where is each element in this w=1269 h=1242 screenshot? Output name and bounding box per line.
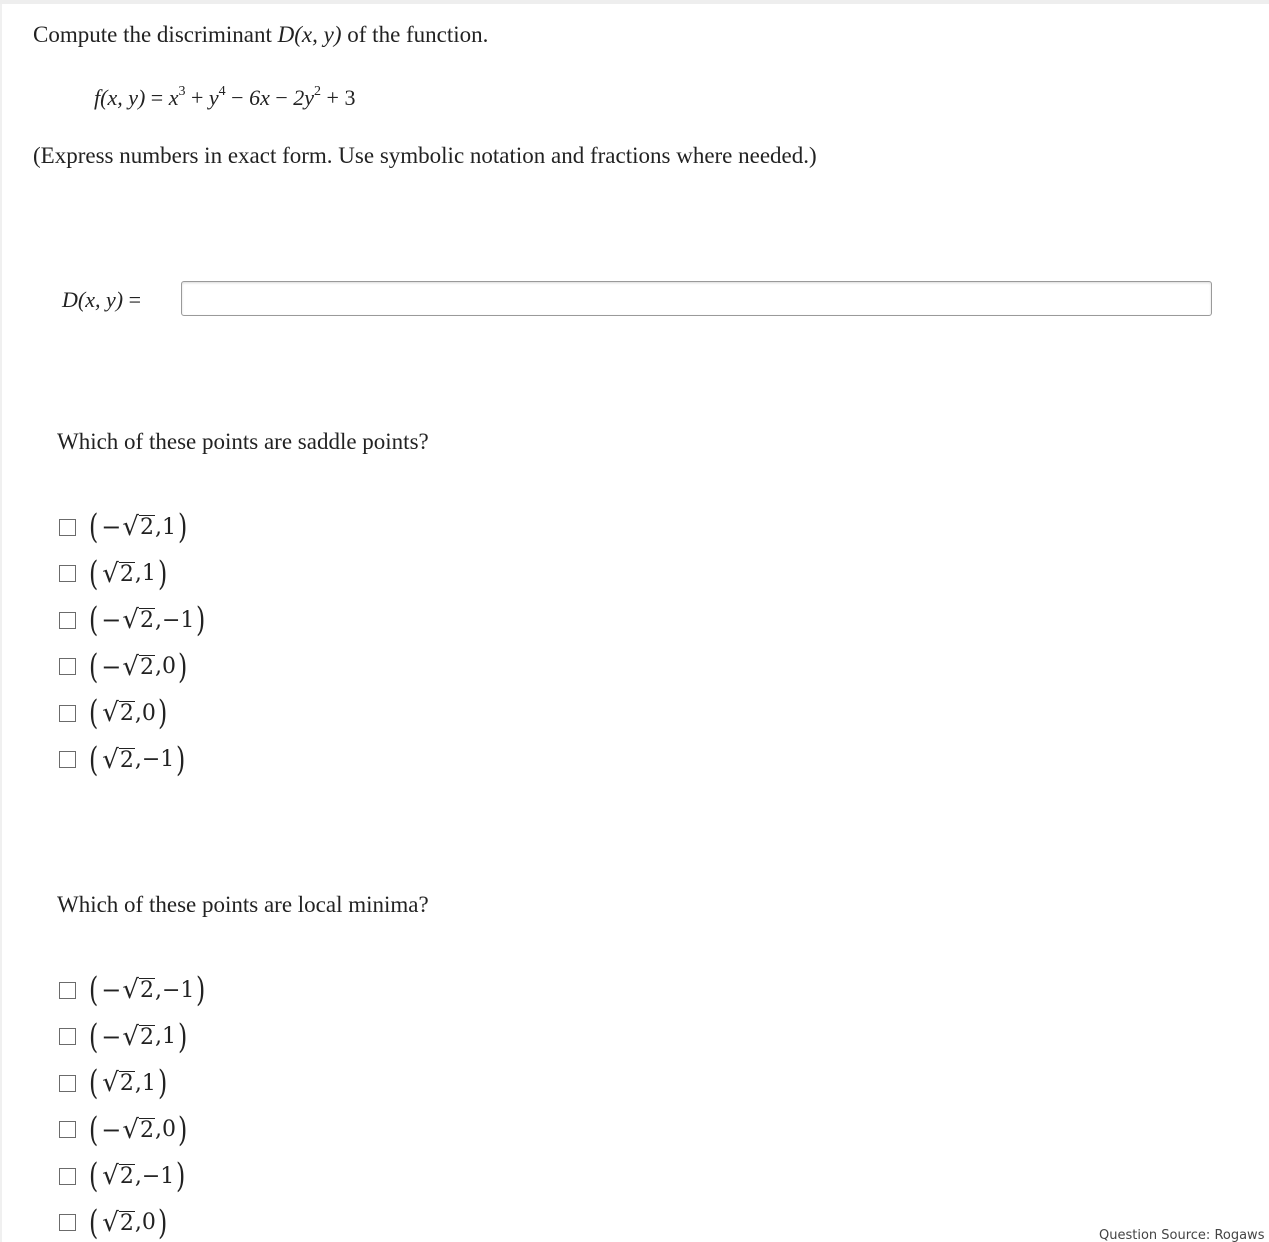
minima-option[interactable]	[59, 1153, 208, 1200]
separator: ,	[134, 1210, 142, 1236]
sqrt	[102, 1207, 135, 1238]
sqrt	[122, 1114, 155, 1145]
saddle-option[interactable]	[59, 551, 208, 598]
point-label	[87, 646, 189, 687]
checkbox[interactable]	[59, 565, 76, 582]
close-paren: )	[157, 1063, 168, 1104]
point-label	[87, 600, 208, 641]
checkbox[interactable]	[59, 1168, 76, 1185]
separator: ,	[134, 1163, 142, 1189]
y-value: 1	[141, 561, 156, 587]
radical-sign: √	[122, 1114, 139, 1145]
function-definition	[94, 82, 355, 114]
open-paren: (	[88, 507, 99, 548]
y-value: 0	[141, 700, 156, 726]
sqrt	[122, 1021, 155, 1052]
open-paren: (	[88, 600, 99, 641]
radicand: 2	[119, 1164, 134, 1190]
sqrt	[122, 975, 155, 1006]
radical-sign: √	[102, 1207, 119, 1238]
y-value: −1	[161, 607, 195, 633]
y-value: 1	[161, 1024, 176, 1050]
y-value: 1	[141, 1070, 156, 1096]
term-x: x	[168, 85, 179, 110]
sqrt	[102, 1068, 135, 1099]
separator: ,	[154, 607, 162, 633]
checkbox[interactable]	[59, 612, 76, 629]
radicand: 2	[119, 561, 134, 587]
x-sign: −	[101, 1022, 122, 1051]
minima-question: Which of these points are local minima?	[57, 892, 429, 917]
plus-sign-2: +	[326, 85, 339, 110]
separator: ,	[134, 1070, 142, 1096]
radical-sign: √	[102, 1161, 119, 1192]
sqrt	[102, 744, 135, 775]
equals-sign: =	[150, 85, 164, 110]
close-paren: )	[157, 1202, 168, 1242]
checkbox[interactable]	[59, 705, 76, 722]
instructions-note: (Express numbers in exact form. Use symbolic notation and fractions where needed.)	[33, 143, 817, 168]
saddle-option[interactable]	[59, 690, 208, 737]
x-sign: −	[101, 976, 122, 1005]
radicand: 2	[139, 608, 154, 634]
problem-statement	[33, 20, 488, 50]
point-label	[87, 1156, 188, 1197]
close-paren: )	[177, 1016, 188, 1057]
left-border	[0, 4, 2, 1242]
y-value: 0	[161, 654, 176, 680]
point-label	[87, 553, 169, 594]
separator: ,	[154, 1024, 162, 1050]
checkbox[interactable]	[59, 519, 76, 536]
sqrt	[122, 605, 155, 636]
separator: ,	[134, 561, 142, 587]
exp-2: 2	[314, 84, 322, 99]
radical-sign: √	[122, 605, 139, 636]
separator: ,	[154, 1117, 162, 1143]
checkbox[interactable]	[59, 658, 76, 675]
separator: ,	[154, 654, 162, 680]
minus-sign: −	[231, 85, 244, 110]
answer-label-symbol: D(x, y)	[62, 287, 124, 312]
close-paren: )	[177, 507, 188, 548]
radicand: 2	[119, 747, 134, 773]
intro-text-end: of the function.	[347, 22, 489, 47]
radicand: 2	[139, 515, 154, 541]
saddle-option[interactable]	[59, 597, 208, 644]
point-label	[87, 1202, 169, 1242]
open-paren: (	[88, 1063, 99, 1104]
term-2y: 2y	[293, 85, 315, 110]
point-label	[87, 1109, 189, 1150]
sqrt	[122, 512, 155, 543]
sqrt	[102, 558, 135, 589]
checkbox[interactable]	[59, 1075, 76, 1092]
separator: ,	[134, 747, 142, 773]
point-label	[87, 1063, 169, 1104]
radical-sign: √	[122, 1021, 139, 1052]
saddle-option[interactable]	[59, 504, 208, 551]
plus-sign: +	[190, 85, 204, 110]
minima-option[interactable]	[59, 1107, 208, 1154]
y-value: 0	[161, 1117, 176, 1143]
separator: ,	[154, 514, 162, 540]
minima-option[interactable]	[59, 1060, 208, 1107]
exp-3: 3	[178, 84, 186, 99]
close-paren: )	[176, 1156, 186, 1197]
radicand: 2	[139, 1117, 154, 1143]
open-paren: (	[88, 1202, 99, 1242]
close-paren: )	[196, 970, 206, 1011]
radicand: 2	[139, 654, 154, 680]
open-paren: (	[88, 1156, 99, 1197]
saddle-option[interactable]	[59, 737, 208, 784]
point-label	[87, 970, 208, 1011]
radicand: 2	[119, 1210, 134, 1236]
y-value: −1	[161, 977, 195, 1003]
separator: ,	[134, 700, 142, 726]
open-paren: (	[88, 1109, 99, 1150]
saddle-option[interactable]	[59, 644, 208, 691]
x-sign: −	[101, 652, 122, 681]
x-sign: −	[101, 606, 122, 635]
radical-sign: √	[102, 558, 119, 589]
term-y: y	[208, 85, 219, 110]
function-lhs: f(x, y)	[94, 85, 146, 110]
open-paren: (	[88, 739, 99, 780]
radical-sign: √	[122, 975, 139, 1006]
x-sign: −	[101, 513, 122, 542]
minima-option[interactable]	[59, 967, 208, 1014]
radicand: 2	[119, 701, 134, 727]
sqrt	[122, 651, 155, 682]
radicand: 2	[139, 1024, 154, 1050]
checkbox[interactable]	[59, 751, 76, 768]
radical-sign: √	[122, 651, 139, 682]
discriminant-answer-input[interactable]	[181, 281, 1212, 316]
radical-sign: √	[102, 744, 119, 775]
answer-label	[62, 284, 141, 316]
open-paren: (	[88, 646, 99, 687]
discriminant-symbol: D(x, y)	[277, 22, 342, 47]
close-paren: )	[176, 739, 186, 780]
saddle-options	[59, 504, 208, 783]
exp-4: 4	[218, 84, 226, 99]
top-border	[0, 0, 1269, 4]
checkbox[interactable]	[59, 1028, 76, 1045]
term-6x: 6x	[249, 85, 270, 110]
saddle-question: Which of these points are saddle points?	[57, 429, 429, 454]
sqrt	[102, 1161, 135, 1192]
question-source: Question Source: Rogaws	[1099, 1228, 1265, 1242]
constant-term: 3	[344, 85, 356, 110]
radical-sign: √	[102, 1068, 119, 1099]
open-paren: (	[88, 553, 99, 594]
open-paren: (	[88, 970, 99, 1011]
separator: ,	[154, 977, 162, 1003]
answer-equals: =	[128, 287, 141, 312]
x-sign: −	[101, 1115, 122, 1144]
close-paren: )	[177, 1109, 188, 1150]
point-label	[87, 1016, 189, 1057]
open-paren: (	[88, 1016, 99, 1057]
radicand: 2	[119, 1071, 134, 1097]
close-paren: )	[177, 646, 188, 687]
close-paren: )	[157, 553, 168, 594]
open-paren: (	[88, 693, 99, 734]
checkbox[interactable]	[59, 1121, 76, 1138]
close-paren: )	[157, 693, 168, 734]
checkbox[interactable]	[59, 982, 76, 999]
minus-sign-2: −	[275, 85, 288, 110]
y-value: 1	[161, 514, 176, 540]
checkbox[interactable]	[59, 1214, 76, 1231]
minima-option[interactable]	[59, 1014, 208, 1061]
close-paren: )	[196, 600, 206, 641]
intro-text: Compute the discriminant	[33, 22, 272, 47]
radicand: 2	[139, 978, 154, 1004]
sqrt	[102, 698, 135, 729]
point-label	[87, 739, 188, 780]
y-value: −1	[141, 1163, 175, 1189]
minima-options	[59, 967, 208, 1242]
minima-option[interactable]	[59, 1200, 208, 1242]
point-label	[87, 507, 189, 548]
y-value: −1	[141, 747, 175, 773]
radical-sign: √	[102, 698, 119, 729]
y-value: 0	[141, 1210, 156, 1236]
radical-sign: √	[122, 512, 139, 543]
point-label	[87, 693, 169, 734]
